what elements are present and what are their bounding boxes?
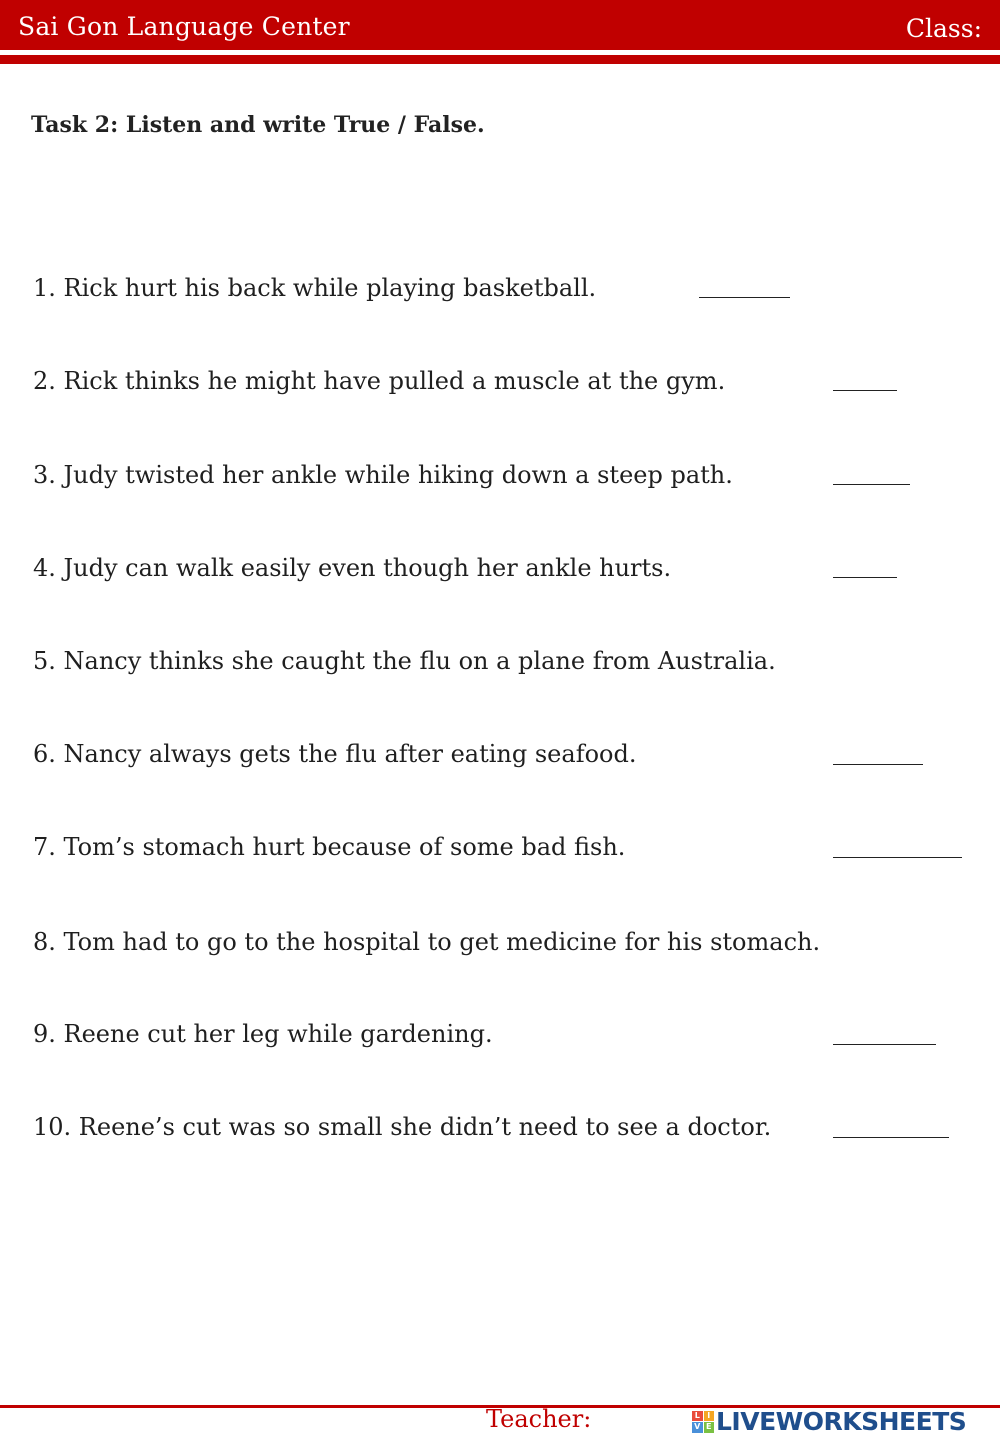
task-title: Task 2: Listen and write True / False. — [31, 112, 485, 138]
liveworksheets-logo-icon — [692, 1411, 714, 1433]
class-label: Class: — [905, 14, 982, 43]
answer-blank-3[interactable] — [833, 484, 910, 485]
question-9: 9. Reene cut her leg while gardening. — [33, 1020, 493, 1048]
logo-tile-i: I — [704, 1411, 715, 1422]
answer-blank-2[interactable] — [833, 390, 897, 391]
answer-blank-1[interactable] — [699, 297, 790, 298]
answer-blank-9[interactable] — [833, 1044, 936, 1045]
question-10: 10. Reene’s cut was so small she didn’t need to see a doctor. — [33, 1113, 772, 1141]
question-6: 6. Nancy always gets the flu after eating seafood. — [33, 740, 637, 768]
liveworksheets-logo — [692, 1407, 966, 1436]
liveworksheets-wordmark: LIVEWORKSHEETS — [716, 1407, 967, 1436]
answer-blank-10[interactable] — [833, 1137, 949, 1138]
question-3: 3. Judy twisted her ankle while hiking down a steep path. — [33, 461, 733, 489]
center-name: Sai Gon Language Center — [18, 12, 350, 41]
question-2: 2. Rick thinks he might have pulled a muscle at the gym. — [33, 367, 726, 395]
logo-tile-l: L — [692, 1411, 703, 1422]
answer-blank-7[interactable] — [833, 857, 962, 858]
answer-blank-6[interactable] — [833, 764, 923, 765]
question-1: 1. Rick hurt his back while playing basketball. — [33, 274, 597, 302]
question-5: 5. Nancy thinks she caught the flu on a plane from Australia. — [33, 647, 776, 675]
question-7: 7. Tom’s stomach hurt because of some bad fish. — [33, 833, 626, 861]
logo-tile-e: E — [704, 1422, 715, 1433]
logo-tile-v: V — [692, 1422, 703, 1433]
answer-blank-4[interactable] — [833, 577, 897, 578]
question-4: 4. Judy can walk easily even though her ankle hurts. — [33, 554, 672, 582]
question-8: 8. Tom had to go to the hospital to get medicine for his stomach. — [33, 928, 821, 956]
teacher-label: Teacher: — [486, 1405, 592, 1433]
header-divider — [0, 55, 1000, 64]
